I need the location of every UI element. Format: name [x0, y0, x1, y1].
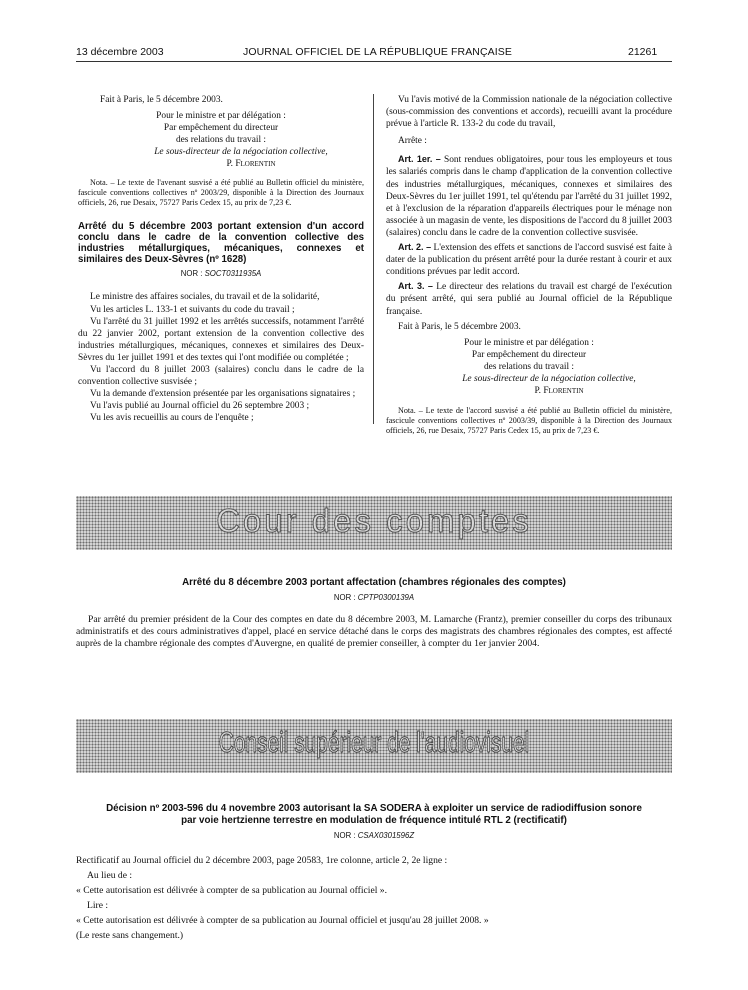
header-page-number: 21261	[628, 46, 658, 58]
header-journal-title: JOURNAL OFFICIEL DE LA RÉPUBLIQUE FRANÇAISE	[243, 46, 512, 58]
visa-para: Vu l'avis publié au Journal officiel du 26 septembre 2003 ;	[90, 401, 310, 412]
csa-body	[76, 853, 672, 943]
visa-para: Le ministre des affaires sociales, du travail et de la solidarité,	[90, 292, 320, 303]
nor-csa: NOR : CSAX0301596Z	[333, 831, 415, 840]
csa-line: Lire :	[87, 900, 109, 911]
visa-para: Vu l'accord du 8 juillet 2003 (salaires) conclu dans le cadre de la convention collective susvisée ;	[78, 365, 364, 388]
right-visa: Vu l'avis motivé de la Commission nationale de la négociation collective (sous-commission des conventions et accords), recueilli avant la procédure prévue à l'article R. 133-2 du code du travail,	[386, 95, 672, 130]
right-sign-3: des relations du travail :	[483, 361, 575, 372]
visa-para: Vu l'arrêté du 31 juillet 1992 et les arrêtés successifs, notamment l'arrêté du 22 janvier 2002, portant extension de la convention collective des industries métallurgiques, mécaniques, connexes et similaires des Deux-Sèvres du 1er juillet 1991 et des textes qui l'ont modifiée ou complétée ;	[78, 316, 364, 363]
nor-deux-sevres: NOR : SOCT0311935A	[180, 269, 262, 279]
left-sign-2: Par empêchement du directeur	[163, 123, 279, 134]
column-divider	[373, 94, 374, 424]
left-nota: Nota. – Le texte de l'avenant susvisé a été publié au Bulletin officiel du ministère, fascicule conventions collectives nº 2003/29, disponible à la Direction des Journaux officiels, 26, rue Desaix, 75727 Paris Cedex 15, au prix de 7,23 €.	[78, 177, 364, 207]
right-sign-1: Pour le ministre et par délégation :	[464, 337, 594, 348]
csa-banner-title: Conseil supérieur de l'audiovisuel	[218, 727, 530, 759]
left-sign-3: des relations du travail :	[175, 135, 267, 146]
visa-para: Vu la demande d'extension présentée par les organisations signataires ;	[90, 389, 356, 400]
left-sign-4: Le sous-directeur de la négociation collective,	[154, 147, 328, 158]
visas-list	[78, 291, 364, 424]
cour-article-title: Arrêté du 8 décembre 2003 portant affectation (chambres régionales des comptes)	[182, 577, 566, 588]
right-nota: Nota. – Le texte de l'accord susvisé a été publié au Bulletin officiel du ministère, fascicule conventions collectives nº 2003/39, disponible à la Direction des Journaux officiels, 26, rue Desaix, 75727 Paris Cedex 15, au prix de 7,23 €.	[386, 406, 672, 436]
arrete-label: Arrête :	[398, 136, 427, 147]
csa-line: « Cette autorisation est délivrée à compter de sa publication au Journal officiel ».	[76, 885, 387, 896]
left-sign-5: P. Florentin	[226, 159, 276, 170]
cour-des-comptes-banner-title: Cour des comptes	[216, 502, 532, 539]
cour-paragraph: Par arrêté du premier président de la Cour des comptes en date du 8 décembre 2003, M. Lamarche (Frantz), premier conseiller du corps des tribunaux administratifs et des cours administratives d'appel, placé en service détaché dans le corps des magistrats des chambres régionales des comptes, est affecté auprès de la chambre régionale des comptes d'Auvergne, en qualité de premier conseiller, à compter du 1er janvier 2004.	[76, 614, 672, 650]
csa-line: Rectificatif au Journal officiel du 2 décembre 2003, page 20583, 1re colonne, article 2, 2e ligne :	[76, 855, 448, 866]
csa-line: (Le reste sans changement.)	[76, 930, 184, 941]
csa-title-line-2: par voie hertzienne terrestre en modulation de fréquence intitulé RTL 2 (rectificatif)	[181, 815, 567, 826]
right-fait: Fait à Paris, le 5 décembre 2003.	[398, 321, 521, 332]
nor-cour: NOR : CPTP0300139A	[333, 593, 415, 602]
visa-para: Vu les articles L. 133-1 et suivants du code du travail ;	[90, 304, 295, 315]
visa-para: Vu les avis recueillis au cours de l'enquête ;	[90, 413, 254, 424]
article-1: Art. 1er. – Sont rendues obligatoires, pour tous les employeurs et tous les salariés compris dans le champ d'application de la convention collective des industries métallurgiques, mécaniques, connexes et similaires des Deux-Sèvres du 1er juillet 1991, tel qu'étendu par l'arrêté du 31 juillet 1992, et à l'exclusion de la réparation d'appareils électriques pour le ménage non associée à un magasin de vente, les dispositions de l'accord du 8 juillet 2003 (salaires) conclu dans le cadre de la convention collective susvisée.	[386, 154, 672, 238]
right-column	[386, 94, 672, 436]
article-3: Art. 3. – Le directeur des relations du travail est chargé de l'exécution du présent arrêté, qui sera publié au Journal officiel de la République française.	[386, 281, 672, 317]
header-date: 13 décembre 2003	[76, 46, 164, 58]
csa-banner	[76, 719, 672, 773]
csa-line: Au lieu de :	[87, 870, 133, 881]
left-sign-1: Pour le ministre et par délégation :	[156, 111, 286, 122]
cour-des-comptes-banner	[76, 496, 672, 550]
csa-line: « Cette autorisation est délivrée à compter de sa publication au Journal officiel et jusqu'au 28 juillet 2008. »	[76, 915, 489, 926]
right-sign-4: Le sous-directeur de la négociation collective,	[462, 373, 636, 384]
csa-title-line-1: Décision nº 2003-596 du 4 novembre 2003 autorisant la SA SODERA à exploiter un service de radiodiffusion sonore	[106, 803, 642, 814]
left-column	[78, 94, 364, 425]
right-sign-2: Par empêchement du directeur	[471, 349, 587, 360]
article-title-deux-sevres: Arrêté du 5 décembre 2003 portant extension d'un accord conclu dans le cadre de la convention collective des industries métallurgiques, mécaniques, connexes et similaires des Deux-Sèvres (nº 1628)	[78, 220, 364, 266]
cour-body	[76, 614, 672, 651]
header-rule	[76, 61, 672, 62]
article-2: Art. 2. – L'extension des effets et sanctions de l'accord susvisé est faite à dater de la publication du présent arrêté pour la durée restant à courir et aux conditions prévues par ledit accord.	[386, 242, 672, 278]
right-sign-5: P. Florentin	[534, 386, 584, 397]
left-fait: Fait à Paris, le 5 décembre 2003.	[100, 95, 223, 105]
